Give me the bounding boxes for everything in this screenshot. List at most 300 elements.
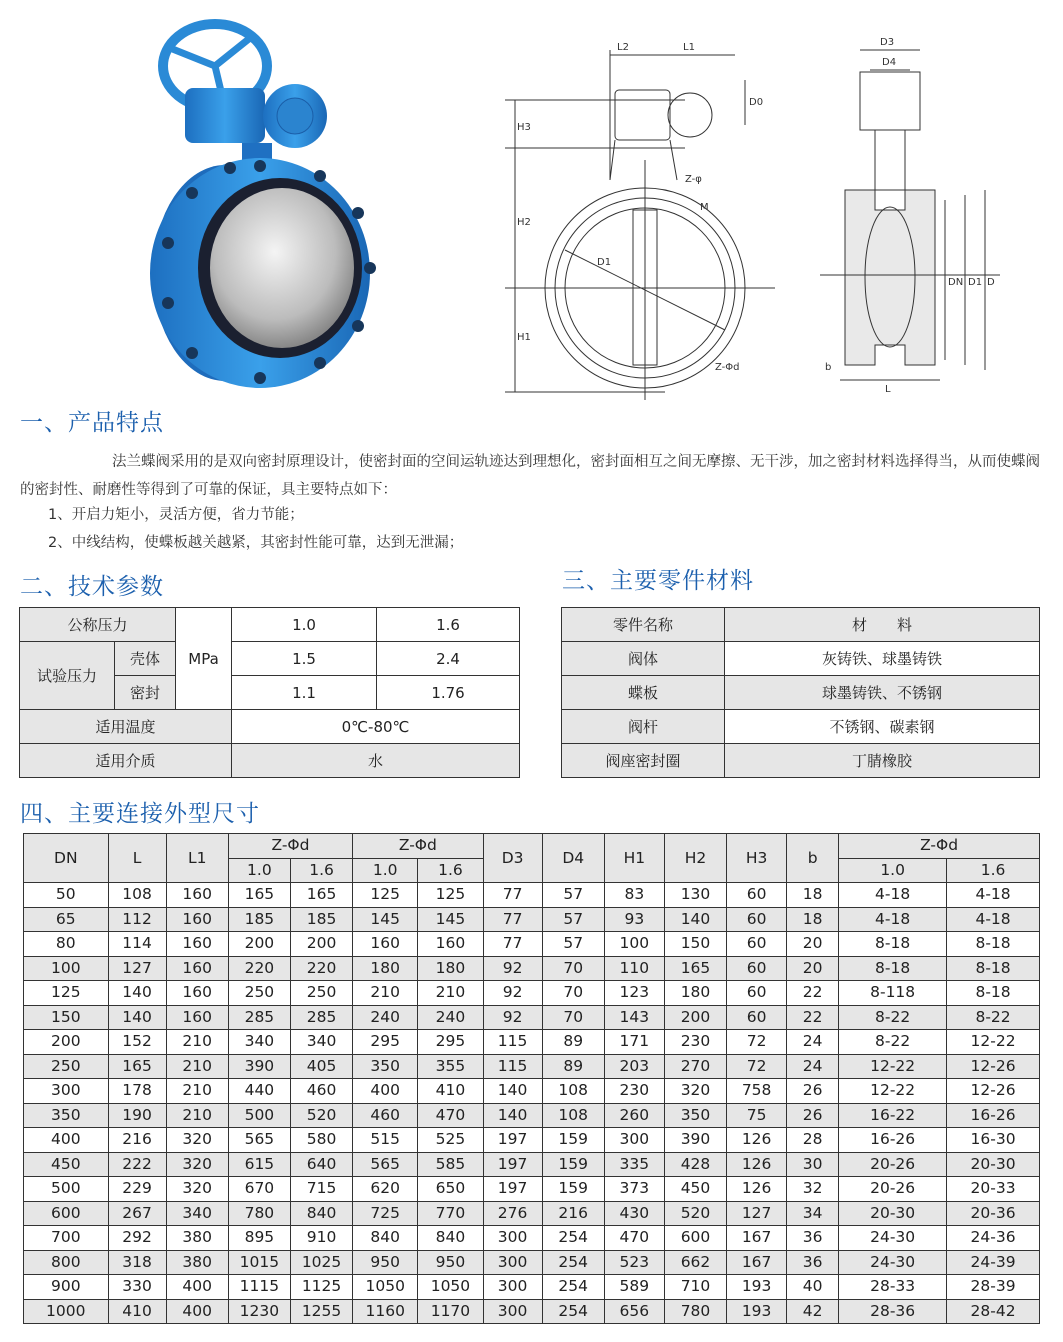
table-cell: 470 — [604, 1226, 664, 1251]
table-cell: 295 — [353, 1030, 418, 1055]
table-cell: 240 — [418, 1005, 483, 1030]
table-cell: 267 — [108, 1201, 166, 1226]
dim-h2-label: H2 — [517, 217, 531, 228]
dimensions-table — [23, 833, 1040, 1324]
table-cell: 8-18 — [947, 956, 1040, 981]
table-cell: 292 — [108, 1226, 166, 1251]
table-cell: 335 — [604, 1152, 664, 1177]
sub-header: 1.6 — [947, 858, 1040, 883]
table-cell: 515 — [353, 1128, 418, 1153]
table-row — [24, 1201, 1040, 1226]
table-cell: 770 — [418, 1201, 483, 1226]
table-cell: 400 — [353, 1079, 418, 1104]
table-cell: 72 — [727, 1054, 787, 1079]
table-cell: 32 — [787, 1177, 839, 1202]
table-cell: 585 — [418, 1152, 483, 1177]
table-cell: 650 — [418, 1177, 483, 1202]
table-cell: 640 — [290, 1152, 352, 1177]
unit-cell: MPa — [176, 608, 232, 710]
table-cell: 165 — [290, 883, 352, 908]
section1-title: 一、产品特点 — [20, 410, 164, 436]
temp-value: 0℃-80℃ — [232, 710, 520, 744]
table-cell: 108 — [542, 1079, 604, 1104]
nominal-pressure-label: 公称压力 — [20, 608, 176, 642]
table-cell: 30 — [787, 1152, 839, 1177]
table-cell: 70 — [542, 981, 604, 1006]
table-cell: 1255 — [290, 1299, 352, 1324]
table-cell: 350 — [664, 1103, 726, 1128]
table-cell: 160 — [166, 1005, 228, 1030]
part-name: 蝶板 — [562, 676, 725, 710]
table-cell: 715 — [290, 1177, 352, 1202]
table-cell: 197 — [483, 1128, 542, 1153]
table-cell: 230 — [664, 1030, 726, 1055]
table-cell: 500 — [24, 1177, 109, 1202]
table-cell: 295 — [418, 1030, 483, 1055]
table-cell: 210 — [166, 1103, 228, 1128]
table-cell: 12-26 — [947, 1079, 1040, 1104]
table-cell: 285 — [290, 1005, 352, 1030]
table-cell: 200 — [664, 1005, 726, 1030]
table-cell: 520 — [664, 1201, 726, 1226]
table-cell: 126 — [727, 1152, 787, 1177]
table-cell: 8-18 — [947, 981, 1040, 1006]
material: 球墨铸铁、不锈钢 — [725, 676, 1040, 710]
table-cell: 108 — [542, 1103, 604, 1128]
dim-l-label: L — [885, 384, 891, 395]
dim-zphid-label: Z-Φd — [715, 362, 740, 373]
table-cell: 840 — [290, 1201, 352, 1226]
table-cell: 450 — [24, 1152, 109, 1177]
dim-h1-label: H1 — [517, 332, 531, 343]
table-cell: 20-36 — [947, 1201, 1040, 1226]
table-cell: 600 — [24, 1201, 109, 1226]
table-cell: 125 — [353, 883, 418, 908]
sub-header: 1.0 — [228, 858, 290, 883]
table-cell: 300 — [604, 1128, 664, 1153]
table-cell: 8-118 — [839, 981, 947, 1006]
col-h2: H2 — [664, 834, 726, 883]
sub-header: 1.0 — [353, 858, 418, 883]
temp-label: 适用温度 — [20, 710, 232, 744]
table-cell: 125 — [418, 883, 483, 908]
table-cell: 400 — [166, 1275, 228, 1300]
feature-2: 2、中线结构，使蝶板越关越紧，其密封性能可靠，达到无泄漏； — [48, 535, 464, 551]
table-cell: 1160 — [353, 1299, 418, 1324]
table-cell: 140 — [108, 981, 166, 1006]
table-cell: 589 — [604, 1275, 664, 1300]
table-cell: 140 — [108, 1005, 166, 1030]
table-cell: 165 — [108, 1054, 166, 1079]
table-cell: 250 — [228, 981, 290, 1006]
table-cell: 193 — [727, 1275, 787, 1300]
table-cell: 216 — [542, 1201, 604, 1226]
table-cell: 12-22 — [947, 1030, 1040, 1055]
col-zd-group-3: Z-Φd — [839, 834, 1040, 859]
table-cell: 250 — [290, 981, 352, 1006]
dim-zphi-label: Z-φ — [685, 174, 702, 185]
medium-label: 适用介质 — [20, 744, 232, 778]
table-cell: 950 — [353, 1250, 418, 1275]
table-cell: 670 — [228, 1177, 290, 1202]
table-cell: 300 — [483, 1299, 542, 1324]
table-cell: 140 — [483, 1103, 542, 1128]
table-cell: 160 — [166, 981, 228, 1006]
table-cell: 20 — [787, 932, 839, 957]
table-cell: 57 — [542, 932, 604, 957]
table-cell: 57 — [542, 883, 604, 908]
dim-dn-label: DN — [948, 277, 964, 288]
col-d4: D4 — [542, 834, 604, 883]
table-cell: 270 — [664, 1054, 726, 1079]
table-cell: 320 — [166, 1128, 228, 1153]
table-cell: 24-30 — [839, 1250, 947, 1275]
table-cell: 70 — [542, 956, 604, 981]
table-cell: 20-26 — [839, 1152, 947, 1177]
table-cell: 26 — [787, 1079, 839, 1104]
table-cell: 77 — [483, 932, 542, 957]
table-cell: 89 — [542, 1054, 604, 1079]
table-cell: 28-42 — [947, 1299, 1040, 1324]
material: 灰铸铁、球墨铸铁 — [725, 642, 1040, 676]
table-cell: 16-22 — [839, 1103, 947, 1128]
table-cell: 895 — [228, 1226, 290, 1251]
table-cell: 320 — [166, 1177, 228, 1202]
table-cell: 126 — [727, 1177, 787, 1202]
dim-d-label: D — [987, 277, 995, 288]
table-cell: 171 — [604, 1030, 664, 1055]
col-d3: D3 — [483, 834, 542, 883]
dim-m-label: M — [700, 202, 709, 213]
sub-header: 1.6 — [290, 858, 352, 883]
table-cell: 28 — [787, 1128, 839, 1153]
table-cell: 230 — [604, 1079, 664, 1104]
table-cell: 185 — [290, 907, 352, 932]
table-cell: 428 — [664, 1152, 726, 1177]
table-cell: 180 — [418, 956, 483, 981]
table-cell: 100 — [24, 956, 109, 981]
table-cell: 1125 — [290, 1275, 352, 1300]
table-cell: 28-33 — [839, 1275, 947, 1300]
table-cell: 77 — [483, 883, 542, 908]
table-cell: 1170 — [418, 1299, 483, 1324]
table-row — [24, 1177, 1040, 1202]
table-cell: 100 — [604, 932, 664, 957]
table-cell: 190 — [108, 1103, 166, 1128]
table-cell: 8-18 — [839, 932, 947, 957]
table-cell: 380 — [166, 1250, 228, 1275]
table-cell: 123 — [604, 981, 664, 1006]
col-zd-group-2: Z-Φd — [353, 834, 483, 859]
table-cell: 470 — [418, 1103, 483, 1128]
table-cell: 758 — [727, 1079, 787, 1104]
table-cell: 210 — [166, 1054, 228, 1079]
shell-value-2: 2.4 — [377, 642, 520, 676]
table-cell: 16-26 — [839, 1128, 947, 1153]
table-cell: 57 — [542, 907, 604, 932]
material: 不锈钢、碳素钢 — [725, 710, 1040, 744]
table-cell: 18 — [787, 883, 839, 908]
table-cell: 210 — [166, 1079, 228, 1104]
table-cell: 4-18 — [947, 907, 1040, 932]
table-cell: 12-22 — [839, 1079, 947, 1104]
table-cell: 210 — [166, 1030, 228, 1055]
table-cell: 160 — [166, 883, 228, 908]
table-row — [24, 956, 1040, 981]
material: 丁腈橡胶 — [725, 744, 1040, 778]
col-dn: DN — [24, 834, 109, 883]
table-cell: 36 — [787, 1250, 839, 1275]
section4-title: 四、主要连接外型尺寸 — [20, 801, 260, 827]
pn-2: 1.6 — [377, 608, 520, 642]
table-cell: 318 — [108, 1250, 166, 1275]
table-cell: 159 — [542, 1128, 604, 1153]
shell-label: 壳体 — [115, 642, 176, 676]
table-cell: 72 — [727, 1030, 787, 1055]
table-cell: 254 — [542, 1275, 604, 1300]
sub-header: 1.6 — [418, 858, 483, 883]
table-cell: 22 — [787, 981, 839, 1006]
dim-d0-label: D0 — [749, 97, 764, 108]
table-cell: 127 — [727, 1201, 787, 1226]
table-cell: 140 — [664, 907, 726, 932]
table-cell: 620 — [353, 1177, 418, 1202]
table-cell: 222 — [108, 1152, 166, 1177]
table-cell: 525 — [418, 1128, 483, 1153]
dim-d3-label: D3 — [880, 37, 895, 48]
table-cell: 28-36 — [839, 1299, 947, 1324]
table-cell: 160 — [166, 907, 228, 932]
table-cell: 410 — [418, 1079, 483, 1104]
test-pressure-label: 试验压力 — [20, 642, 115, 710]
medium-value: 水 — [232, 744, 520, 778]
table-cell: 26 — [787, 1103, 839, 1128]
table-cell: 600 — [664, 1226, 726, 1251]
table-cell: 260 — [604, 1103, 664, 1128]
table-cell: 700 — [24, 1226, 109, 1251]
part-name: 阀杆 — [562, 710, 725, 744]
table-cell: 840 — [418, 1226, 483, 1251]
table-cell: 276 — [483, 1201, 542, 1226]
table-cell: 910 — [290, 1226, 352, 1251]
table-cell: 1050 — [353, 1275, 418, 1300]
table-cell: 36 — [787, 1226, 839, 1251]
table-cell: 300 — [483, 1226, 542, 1251]
table-cell: 440 — [228, 1079, 290, 1104]
table-cell: 500 — [228, 1103, 290, 1128]
table-cell: 410 — [108, 1299, 166, 1324]
table-cell: 355 — [418, 1054, 483, 1079]
table-cell: 340 — [166, 1201, 228, 1226]
table-cell: 220 — [228, 956, 290, 981]
table-cell: 340 — [228, 1030, 290, 1055]
table-cell: 1025 — [290, 1250, 352, 1275]
table-cell: 77 — [483, 907, 542, 932]
table-cell: 34 — [787, 1201, 839, 1226]
table-cell: 159 — [542, 1152, 604, 1177]
table-cell: 460 — [353, 1103, 418, 1128]
table-cell: 200 — [290, 932, 352, 957]
table-row — [24, 932, 1040, 957]
table-cell: 115 — [483, 1030, 542, 1055]
table-row — [24, 1226, 1040, 1251]
table-cell: 210 — [418, 981, 483, 1006]
table-cell: 780 — [664, 1299, 726, 1324]
table-cell: 126 — [727, 1128, 787, 1153]
table-cell: 108 — [108, 883, 166, 908]
dim-d1-label: D1 — [597, 257, 612, 268]
table-cell: 178 — [108, 1079, 166, 1104]
col-l: L — [108, 834, 166, 883]
intro-paragraph: 法兰蝶阀采用的是双向密封原理设计，使密封面的空间运轨迹达到理想化，密封面相互之间无摩擦、无干涉，加之密封材料选择得当，从而使蝶阀的密封性、耐磨性等得到了可靠的保证，具主要特点如下： — [20, 454, 1040, 498]
shell-value-1: 1.5 — [232, 642, 377, 676]
table-cell: 4-18 — [839, 883, 947, 908]
col-h1: H1 — [604, 834, 664, 883]
table-cell: 92 — [483, 981, 542, 1006]
table-cell: 180 — [664, 981, 726, 1006]
table-cell: 662 — [664, 1250, 726, 1275]
table-cell: 60 — [727, 883, 787, 908]
table-cell: 725 — [353, 1201, 418, 1226]
table-cell: 254 — [542, 1250, 604, 1275]
side-view-drawing — [820, 30, 1000, 405]
table-cell: 92 — [483, 956, 542, 981]
pn-1: 1.0 — [232, 608, 377, 642]
table-cell: 254 — [542, 1226, 604, 1251]
table-cell: 8-22 — [947, 1005, 1040, 1030]
dim-b-label: b — [825, 362, 832, 373]
col-h3: H3 — [727, 834, 787, 883]
table-cell: 24-39 — [947, 1250, 1040, 1275]
table-cell: 165 — [664, 956, 726, 981]
table-cell: 565 — [228, 1128, 290, 1153]
table-cell: 1000 — [24, 1299, 109, 1324]
table-cell: 8-22 — [839, 1005, 947, 1030]
table-cell: 89 — [542, 1030, 604, 1055]
table-cell: 140 — [483, 1079, 542, 1104]
table-cell: 340 — [290, 1030, 352, 1055]
table-cell: 12-26 — [947, 1054, 1040, 1079]
table-cell: 200 — [228, 932, 290, 957]
table-cell: 114 — [108, 932, 166, 957]
table-cell: 65 — [24, 907, 109, 932]
table-cell: 405 — [290, 1054, 352, 1079]
table-cell: 20-33 — [947, 1177, 1040, 1202]
table-cell: 229 — [108, 1177, 166, 1202]
table-cell: 840 — [353, 1226, 418, 1251]
table-cell: 1115 — [228, 1275, 290, 1300]
materials-table — [561, 607, 1040, 778]
table-cell: 16-26 — [947, 1103, 1040, 1128]
table-cell: 150 — [24, 1005, 109, 1030]
table-cell: 197 — [483, 1152, 542, 1177]
table-cell: 22 — [787, 1005, 839, 1030]
table-cell: 130 — [664, 883, 726, 908]
table-cell: 125 — [24, 981, 109, 1006]
table-row — [24, 1103, 1040, 1128]
table-cell: 160 — [166, 956, 228, 981]
table-row — [24, 1299, 1040, 1324]
table-cell: 110 — [604, 956, 664, 981]
table-row — [24, 1054, 1040, 1079]
seal-value-2: 1.76 — [377, 676, 520, 710]
table-cell: 24-36 — [947, 1226, 1040, 1251]
table-cell: 159 — [542, 1177, 604, 1202]
table-cell: 50 — [24, 883, 109, 908]
table-cell: 18 — [787, 907, 839, 932]
table-cell: 900 — [24, 1275, 109, 1300]
table-cell: 300 — [483, 1275, 542, 1300]
part-name-header: 零件名称 — [562, 608, 725, 642]
table-cell: 430 — [604, 1201, 664, 1226]
table-cell: 143 — [604, 1005, 664, 1030]
table-cell: 580 — [290, 1128, 352, 1153]
section2-title: 二、技术参数 — [20, 574, 164, 600]
dim-h3-label: H3 — [517, 122, 531, 133]
table-cell: 20 — [787, 956, 839, 981]
table-cell: 320 — [166, 1152, 228, 1177]
tech-params-table — [19, 607, 520, 778]
dim-l2-label: L2 — [617, 42, 629, 53]
table-cell: 203 — [604, 1054, 664, 1079]
table-cell: 350 — [353, 1054, 418, 1079]
table-cell: 20-30 — [947, 1152, 1040, 1177]
table-cell: 950 — [418, 1250, 483, 1275]
table-cell: 565 — [353, 1152, 418, 1177]
table-cell: 193 — [727, 1299, 787, 1324]
table-cell: 300 — [483, 1250, 542, 1275]
feature-1: 1、开启力矩小，灵活方便，省力节能； — [48, 507, 304, 523]
table-cell: 28-39 — [947, 1275, 1040, 1300]
front-view-drawing — [505, 30, 775, 405]
seal-label: 密封 — [115, 676, 176, 710]
table-cell: 1050 — [418, 1275, 483, 1300]
table-cell: 197 — [483, 1177, 542, 1202]
table-cell: 1230 — [228, 1299, 290, 1324]
table-cell: 20-30 — [839, 1201, 947, 1226]
table-cell: 165 — [228, 883, 290, 908]
table-cell: 400 — [166, 1299, 228, 1324]
table-cell: 160 — [418, 932, 483, 957]
table-cell: 520 — [290, 1103, 352, 1128]
table-cell: 160 — [166, 932, 228, 957]
table-cell: 42 — [787, 1299, 839, 1324]
dim-d1-side-label: D1 — [968, 277, 983, 288]
table-cell: 330 — [108, 1275, 166, 1300]
table-cell: 80 — [24, 932, 109, 957]
table-cell: 390 — [664, 1128, 726, 1153]
table-cell: 24 — [787, 1030, 839, 1055]
table-cell: 60 — [727, 907, 787, 932]
table-cell: 710 — [664, 1275, 726, 1300]
table-cell: 150 — [664, 932, 726, 957]
table-row — [24, 981, 1040, 1006]
table-row — [24, 1250, 1040, 1275]
table-cell: 400 — [24, 1128, 109, 1153]
table-cell: 254 — [542, 1299, 604, 1324]
table-row — [24, 1005, 1040, 1030]
table-cell: 4-18 — [839, 907, 947, 932]
part-name: 阀体 — [562, 642, 725, 676]
valve-photo — [130, 8, 390, 388]
table-cell: 350 — [24, 1103, 109, 1128]
table-cell: 450 — [664, 1177, 726, 1202]
table-cell: 60 — [727, 932, 787, 957]
part-name: 阀座密封圈 — [562, 744, 725, 778]
table-cell: 250 — [24, 1054, 109, 1079]
table-cell: 12-22 — [839, 1054, 947, 1079]
table-cell: 83 — [604, 883, 664, 908]
